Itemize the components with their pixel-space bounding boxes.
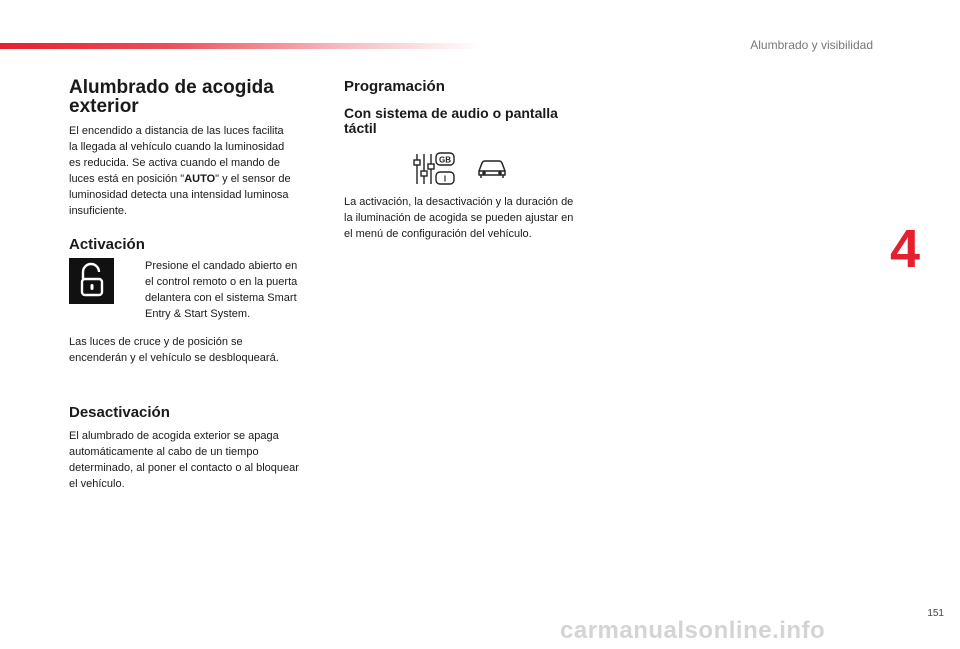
- settings-icon-label-bottom: I: [443, 174, 447, 184]
- padlock-unlocked-icon: [69, 258, 114, 304]
- activation-line: encenderán y el vehículo se desbloqueará.: [69, 352, 279, 364]
- page-number: 151: [927, 608, 944, 619]
- programming-line: La activación, la desactivación y la duración de: [344, 196, 574, 208]
- subheading-wrap: [344, 106, 604, 136]
- subheading: [344, 106, 604, 136]
- page-title: [69, 78, 329, 116]
- deactivation-line: automáticamente al cabo de un tiempo: [69, 446, 259, 458]
- intro-line-post: " y el sensor de: [215, 173, 291, 185]
- intro-line: luminosidad detecta una intensidad luminosa: [69, 189, 289, 201]
- programming-line: la iluminación de acogida se pueden ajustar en: [344, 212, 574, 224]
- intro-line: insuficiente.: [69, 205, 128, 217]
- intro-line: la llegada al vehículo cuando la luminosidad: [69, 141, 285, 153]
- page-title-line2: exterior: [69, 96, 139, 117]
- page-title-line1: Alumbrado de acogida: [69, 77, 274, 98]
- intro-line: [69, 171, 339, 187]
- intro-paragraph: [69, 123, 339, 219]
- bullet-line: Presione el candado abierto en: [145, 260, 298, 272]
- deactivation-paragraph: [69, 428, 339, 492]
- deactivation-line: el vehículo.: [69, 478, 125, 490]
- activation-line: Las luces de cruce y de posición se: [69, 336, 243, 348]
- settings-icon-label-top: GB: [439, 155, 451, 165]
- auto-keyword: AUTO: [184, 173, 216, 185]
- bullet-text: [145, 258, 325, 322]
- section-title: Alumbrado y visibilidad: [750, 38, 873, 52]
- settings-sliders-icon: [412, 151, 456, 187]
- activation-heading: Activación: [69, 236, 145, 253]
- bullet-line: el control remoto o en la puerta: [145, 276, 298, 288]
- programming-heading-wrap: [344, 79, 445, 95]
- deactivation-heading: Desactivación: [69, 404, 170, 421]
- programming-line: el menú de configuración del vehículo.: [344, 228, 532, 240]
- intro-line-pre: luces está en posición ": [69, 173, 185, 185]
- activation-heading-wrap: [69, 237, 145, 253]
- intro-line: El encendido a distancia de las luces facilita: [69, 125, 284, 137]
- left-column: [69, 78, 329, 116]
- intro-line: es reducida. Se activa cuando el mando de: [69, 157, 280, 169]
- programming-heading: Programación: [344, 78, 445, 95]
- car-icon: [476, 156, 508, 180]
- subheading-line2: táctil: [344, 120, 377, 136]
- subheading-line1: Con sistema de audio o pantalla: [344, 105, 558, 121]
- deactivation-line: determinado, al poner el contacto o al bloquear: [69, 462, 299, 474]
- activation-paragraph: [69, 334, 339, 366]
- watermark: carmanualsonline.info: [560, 617, 826, 644]
- bullet-line: Entry & Start System.: [145, 308, 251, 320]
- chapter-number: 4: [890, 219, 921, 279]
- bullet-line: delantera con el sistema Smart: [145, 292, 297, 304]
- programming-paragraph: [344, 194, 614, 242]
- deactivation-heading-wrap: [69, 405, 170, 421]
- header-accent-bar: [0, 43, 480, 49]
- deactivation-line: El alumbrado de acogida exterior se apaga: [69, 430, 279, 442]
